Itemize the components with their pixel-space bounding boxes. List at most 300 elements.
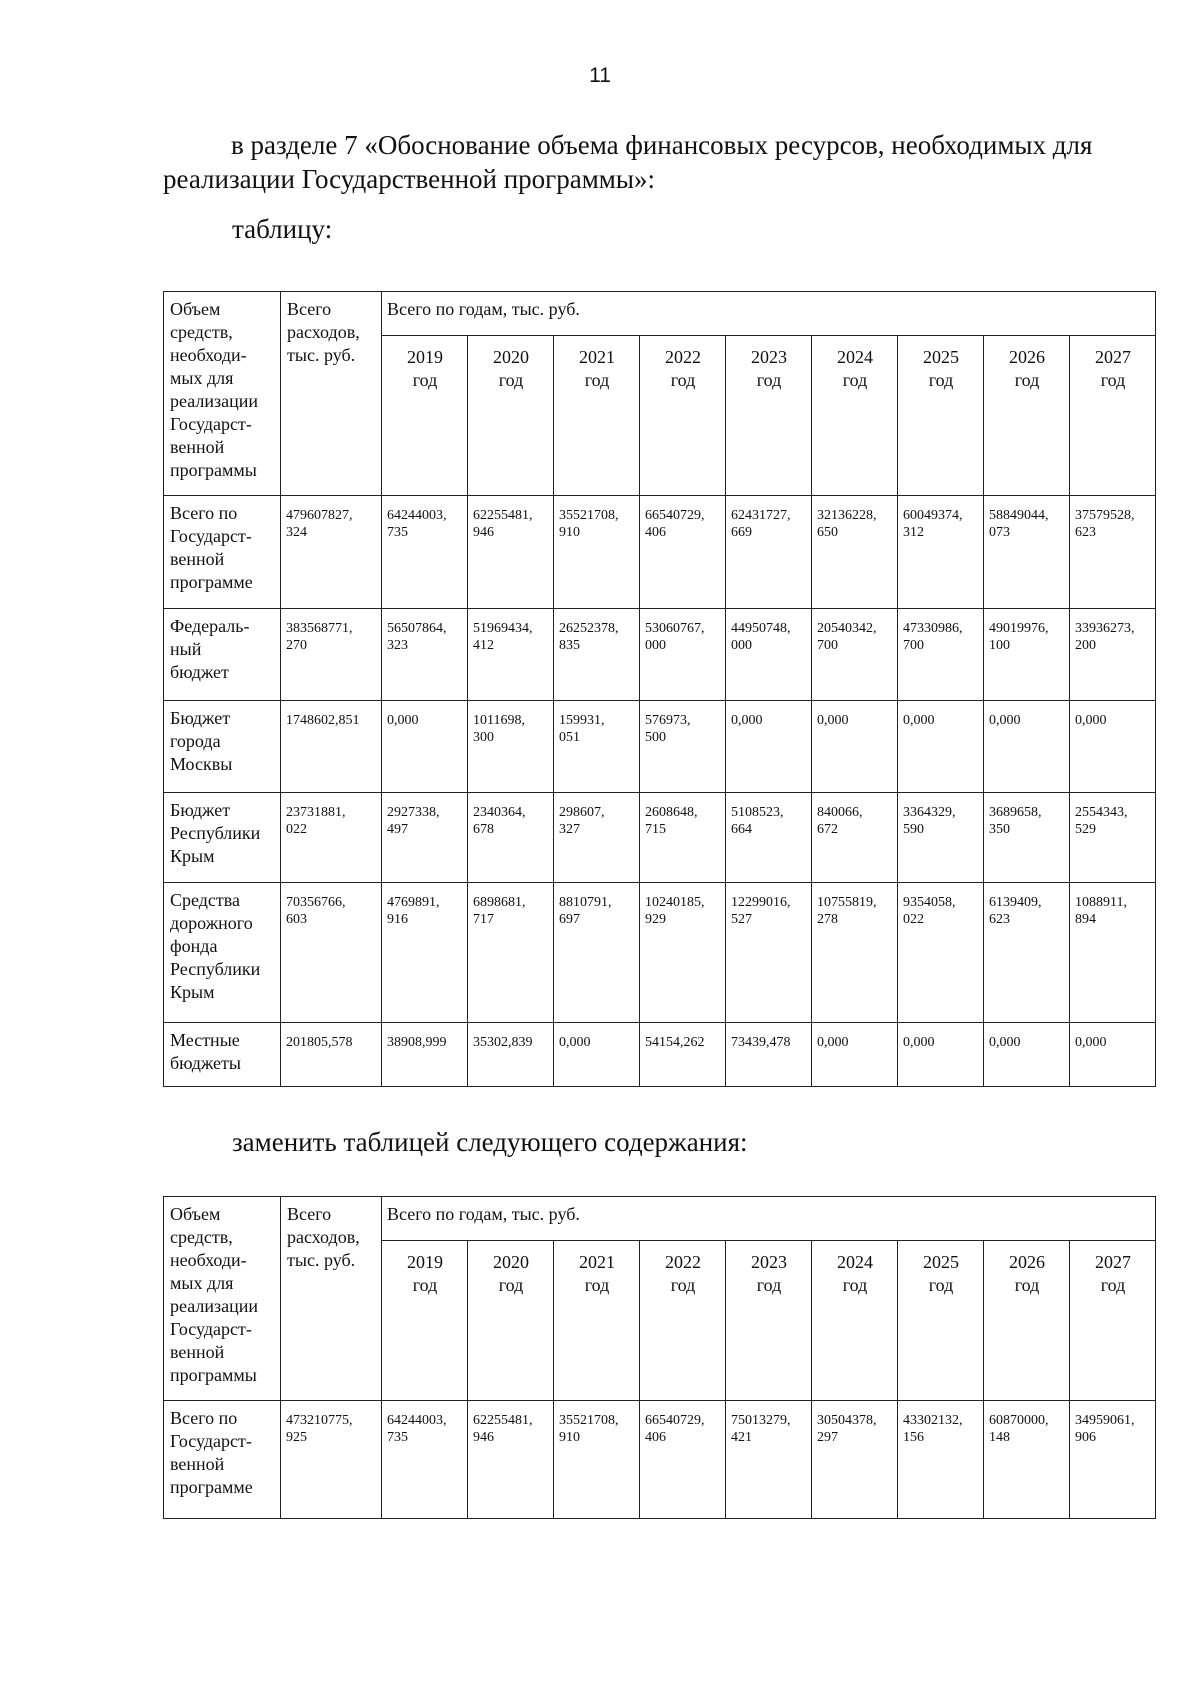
value-part: 946 [473,1430,494,1445]
value-part: 479607827, [286,508,353,523]
lead-table-label: таблицу: [232,214,333,244]
year-unit: год [756,1275,782,1295]
value-part: 894 [1075,912,1096,927]
year-value-cell [812,609,898,701]
header-line: реализации [170,1296,258,1316]
value-part: 000 [645,638,666,653]
value-part: 62255481, [473,508,533,523]
value-part: 697 [559,912,580,927]
year-header-2025 [898,336,984,496]
year-value-cell [554,496,640,609]
year-number: 2027 [1095,347,1132,367]
value-part: 53060767, [645,621,705,636]
year-number: 2027 [1095,1252,1132,1272]
header-line: Всего [287,1204,332,1224]
year-value-cell [726,609,812,701]
value-part: 5108523, [731,805,784,820]
year-value-cell [812,496,898,609]
header-line: Государст- [170,1319,252,1339]
value-part: 910 [559,1430,580,1445]
value-part: 735 [387,525,408,540]
row-label-line: Крым [170,846,215,866]
year-header-2027 [1070,336,1156,496]
value-part: 62431727, [731,508,791,523]
value-part: 34959061, [1075,1413,1135,1428]
value-part: 300 [473,730,494,745]
row-label-line: Всего по [170,1408,238,1428]
value-part: 840066, [817,805,863,820]
value-part: 73439,478 [731,1035,791,1050]
header-line: венной [170,1342,225,1362]
table-row [164,609,1156,701]
year-value-cell [1070,1401,1156,1519]
header-line: программы [170,460,257,480]
value-part: 022 [903,912,924,927]
value-part: 43302132, [903,1413,963,1428]
row-label-line: города [170,731,221,751]
value-part: 1088911, [1075,895,1127,910]
header-line: средств, [170,1227,233,1247]
year-value-cell [812,883,898,1023]
table-row [164,883,1156,1023]
value-part: 929 [645,912,666,927]
year-value-cell [726,701,812,793]
year-value-cell [382,793,468,883]
table-row [164,793,1156,883]
header-line: мых для [170,1273,234,1293]
value-part: 56507864, [387,621,447,636]
value-part: 324 [286,525,307,540]
value-part: 412 [473,638,494,653]
value-part: 717 [473,912,494,927]
row-label [164,1023,281,1087]
row-label-line: фонда [170,936,218,956]
year-unit: год [1014,1275,1040,1295]
value-part: 64244003, [387,1413,447,1428]
year-header-2025 [898,1241,984,1401]
year-unit: год [584,1275,610,1295]
year-number: 2023 [751,1252,787,1272]
total-value-cell [281,1023,382,1087]
row-label-line: программе [170,1477,253,1497]
year-header-2021 [554,1241,640,1401]
year-number: 2025 [923,347,959,367]
year-value-cell [898,883,984,1023]
header-line: Объем [170,1204,221,1224]
value-part: 529 [1075,822,1096,837]
value-part: 323 [387,638,408,653]
value-part: 022 [286,822,307,837]
value-part: 10240185, [645,895,705,910]
value-part: 8810791, [559,895,612,910]
row-label-line: венной [170,1454,225,1474]
value-part: 159931, [559,713,605,728]
header-line: расходов, [287,1227,360,1247]
lead-replace-label: заменить таблицей следующего содержания: [232,1127,748,1157]
header-line: средств, [170,322,233,342]
year-value-cell [984,701,1070,793]
year-value-cell [554,701,640,793]
year-header-2023 [726,336,812,496]
header-line: мых для [170,368,234,388]
year-number: 2019 [407,1252,443,1272]
value-part: 66540729, [645,1413,705,1428]
year-number: 2021 [579,347,615,367]
value-part: 576973, [645,713,691,728]
year-value-cell [984,609,1070,701]
year-unit: год [670,370,696,390]
year-header-2026 [984,336,1070,496]
value-part: 672 [817,822,838,837]
row-label-line: Государст- [170,526,252,546]
value-part: 0,000 [1075,1035,1107,1050]
value-part: 421 [731,1430,752,1445]
value-part: 590 [903,822,924,837]
year-unit: год [498,1275,524,1295]
value-part: 44950748, [731,621,791,636]
value-part: 0,000 [559,1035,591,1050]
year-value-cell [640,793,726,883]
year-value-cell [468,793,554,883]
row-label-line: бюджет [170,662,229,682]
year-value-cell [640,701,726,793]
total-value-cell [281,883,382,1023]
year-value-cell [468,496,554,609]
year-value-cell [468,701,554,793]
year-unit: год [842,1275,868,1295]
value-part: 0,000 [903,713,935,728]
year-header-2023 [726,1241,812,1401]
year-value-cell [812,793,898,883]
value-part: 350 [989,822,1010,837]
year-header-2022 [640,1241,726,1401]
value-part: 0,000 [989,713,1021,728]
year-number: 2020 [493,1252,529,1272]
year-value-cell [726,1023,812,1087]
row-label-line: венной [170,549,225,569]
year-header-2026 [984,1241,1070,1401]
value-part: 6139409, [989,895,1042,910]
value-part: 312 [903,525,924,540]
value-part: 270 [286,638,307,653]
value-part: 6898681, [473,895,526,910]
year-value-cell [382,1023,468,1087]
value-part: 200 [1075,638,1096,653]
year-value-cell [726,793,812,883]
header-line: программы [170,1365,257,1385]
header-line: венной [170,437,225,457]
year-value-cell [382,1401,468,1519]
year-value-cell [984,1401,1070,1519]
page-number: 11 [589,64,611,87]
row-label [164,701,281,793]
value-part: 500 [645,730,666,745]
year-value-cell [898,793,984,883]
value-part: 35521708, [559,508,619,523]
year-value-cell [726,1401,812,1519]
total-value-cell [281,701,382,793]
row-label-line: Местные [170,1030,240,1050]
value-part: 47330986, [903,621,963,636]
value-part: 406 [645,525,666,540]
old-financing-table [163,291,1156,1087]
row-label [164,793,281,883]
value-part: 946 [473,525,494,540]
year-value-cell [640,1023,726,1087]
year-header-2024 [812,1241,898,1401]
value-part: 735 [387,1430,408,1445]
year-value-cell [468,1401,554,1519]
value-part: 33936273, [1075,621,1135,636]
table-row [164,1023,1156,1087]
row-label [164,496,281,609]
value-part: 30504378, [817,1413,877,1428]
header-line: необходи- [170,1250,247,1270]
value-part: 700 [817,638,838,653]
row-label [164,1401,281,1519]
row-label-line: Республики [170,959,261,979]
year-unit: год [1014,370,1040,390]
year-unit: год [756,370,782,390]
value-part: 35521708, [559,1413,619,1428]
table-row [164,701,1156,793]
year-value-cell [898,1023,984,1087]
year-value-cell [1070,1023,1156,1087]
value-part: 70356766, [286,895,346,910]
year-number: 2024 [837,1252,873,1272]
value-part: 1011698, [473,713,525,728]
row-label-line: ный [170,639,202,659]
year-number: 2023 [751,347,787,367]
year-value-cell [468,1023,554,1087]
value-part: 2927338, [387,805,440,820]
value-part: 650 [817,525,838,540]
value-part: 66540729, [645,508,705,523]
value-part: 0,000 [387,713,419,728]
value-part: 669 [731,525,752,540]
year-header-2022 [640,336,726,496]
value-part: 2608648, [645,805,698,820]
value-part: 0,000 [903,1035,935,1050]
year-value-cell [898,609,984,701]
year-unit: год [412,370,438,390]
value-part: 603 [286,912,307,927]
value-part: 406 [645,1430,666,1445]
value-part: 75013279, [731,1413,791,1428]
year-number: 2019 [407,347,443,367]
header-volume-label [164,1197,281,1401]
value-part: 835 [559,638,580,653]
year-header-2027 [1070,1241,1156,1401]
value-part: 0,000 [731,713,763,728]
value-part: 0,000 [817,713,849,728]
value-part: 298607, [559,805,605,820]
header-line: тыс. руб. [287,345,356,365]
year-value-cell [640,1401,726,1519]
header-line: реализации [170,391,258,411]
value-part: 297 [817,1430,838,1445]
year-value-cell [1070,793,1156,883]
total-value-cell [281,609,382,701]
header-by-years: Всего по годам, тыс. руб. [382,1197,1156,1241]
header-line: Всего [287,299,332,319]
value-part: 623 [1075,525,1096,540]
header-by-years: Всего по годам, тыс. руб. [382,292,1156,336]
year-value-cell [984,1023,1070,1087]
year-header-2020 [468,1241,554,1401]
new-financing-table [163,1196,1156,1519]
value-part: 000 [731,638,752,653]
value-part: 678 [473,822,494,837]
year-value-cell [898,701,984,793]
header-row [164,1197,1156,1241]
header-line: Объем [170,299,221,319]
year-value-cell [554,793,640,883]
header-row [164,292,1156,336]
year-value-cell [554,1401,640,1519]
value-part: 100 [989,638,1010,653]
value-part: 148 [989,1430,1010,1445]
year-unit: год [584,370,610,390]
year-unit: год [1100,370,1126,390]
header-total-label [281,292,382,496]
value-part: 664 [731,822,752,837]
row-label-line: Всего по [170,503,238,523]
table-row [164,1401,1156,1519]
year-unit: год [928,370,954,390]
year-value-cell [1070,701,1156,793]
year-unit: год [498,370,524,390]
total-value-cell [281,496,382,609]
year-value-cell [382,496,468,609]
header-total-label [281,1197,382,1401]
row-label-line: программе [170,572,253,592]
year-value-cell [726,883,812,1023]
value-part: 073 [989,525,1010,540]
value-part: 0,000 [1075,713,1107,728]
year-unit: год [670,1275,696,1295]
value-part: 10755819, [817,895,877,910]
total-value-cell [281,793,382,883]
value-part: 20540342, [817,621,877,636]
value-part: 23731881, [286,805,346,820]
year-unit: год [412,1275,438,1295]
header-line: Государст- [170,414,252,434]
year-unit: год [1100,1275,1126,1295]
value-part: 26252378, [559,621,619,636]
header-line: необходи- [170,345,247,365]
year-value-cell [468,609,554,701]
value-part: 38908,999 [387,1035,447,1050]
value-part: 623 [989,912,1010,927]
year-number: 2025 [923,1252,959,1272]
year-header-2019 [382,1241,468,1401]
value-part: 51969434, [473,621,533,636]
year-value-cell [812,1401,898,1519]
year-number: 2024 [837,347,873,367]
year-value-cell [382,883,468,1023]
year-value-cell [640,883,726,1023]
year-value-cell [812,701,898,793]
header-volume-label [164,292,281,496]
year-value-cell [640,609,726,701]
value-part: 37579528, [1075,508,1135,523]
year-value-cell [1070,883,1156,1023]
value-part: 327 [559,822,580,837]
year-value-cell [468,883,554,1023]
value-part: 3689658, [989,805,1042,820]
value-part: 32136228, [817,508,877,523]
year-value-cell [1070,496,1156,609]
value-part: 700 [903,638,924,653]
year-header-2019 [382,336,468,496]
value-part: 1748602,851 [286,713,360,728]
value-part: 60049374, [903,508,963,523]
year-number: 2026 [1009,347,1045,367]
year-value-cell [898,1401,984,1519]
year-value-cell [984,793,1070,883]
row-label-line: Республики [170,823,261,843]
value-part: 9354058, [903,895,956,910]
year-value-cell [554,1023,640,1087]
value-part: 49019976, [989,621,1049,636]
year-unit: год [842,370,868,390]
row-label-line: дорожного [170,913,253,933]
value-part: 910 [559,525,580,540]
year-value-cell [382,609,468,701]
value-part: 4769891, [387,895,440,910]
value-part: 64244003, [387,508,447,523]
row-label-line: бюджеты [170,1053,241,1073]
year-value-cell [984,496,1070,609]
value-part: 60870000, [989,1413,1049,1428]
row-label-line: Крым [170,982,215,1002]
value-part: 156 [903,1430,924,1445]
year-number: 2022 [665,347,701,367]
value-part: 051 [559,730,580,745]
year-value-cell [984,883,1070,1023]
row-label [164,609,281,701]
value-part: 3364329, [903,805,956,820]
value-part: 473210775, [286,1413,353,1428]
year-number: 2026 [1009,1252,1045,1272]
value-part: 0,000 [817,1035,849,1050]
header-line: расходов, [287,322,360,342]
year-value-cell [898,496,984,609]
year-header-2020 [468,336,554,496]
year-value-cell [726,496,812,609]
value-part: 2554343, [1075,805,1128,820]
year-value-cell [640,496,726,609]
value-part: 12299016, [731,895,791,910]
value-part: 54154,262 [645,1035,705,1050]
year-unit: год [928,1275,954,1295]
row-label-line: Бюджет [170,800,231,820]
value-part: 278 [817,912,838,927]
value-part: 715 [645,822,666,837]
year-value-cell [812,1023,898,1087]
value-part: 62255481, [473,1413,533,1428]
header-line: тыс. руб. [287,1250,356,1270]
value-part: 906 [1075,1430,1096,1445]
intro-paragraph: в разделе 7 «Обоснование объема финансовых ресурсов, необходимых для реализации Государственной программы»: [163,130,1093,194]
year-number: 2020 [493,347,529,367]
value-part: 58849044, [989,508,1049,523]
value-part: 925 [286,1430,307,1445]
value-part: 527 [731,912,752,927]
table-row [164,496,1156,609]
value-part: 497 [387,822,408,837]
